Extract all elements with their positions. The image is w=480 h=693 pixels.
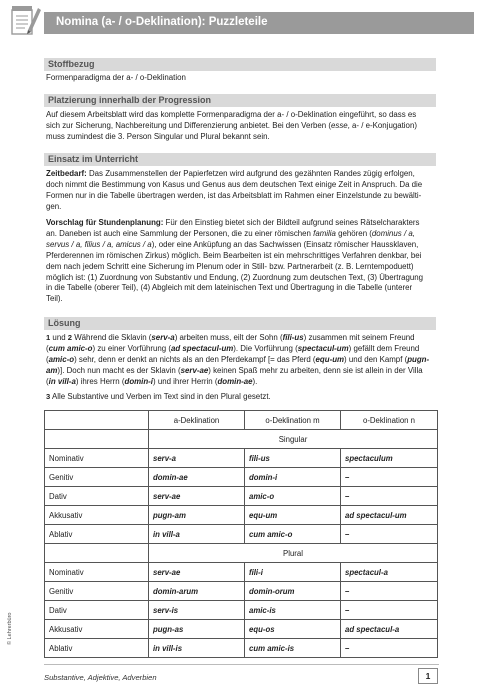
text-line: gen. (46, 201, 62, 211)
section-stoffbezug-heading (44, 58, 436, 71)
table-header-row (45, 411, 438, 430)
table-cell: serv-ae (149, 487, 245, 506)
section-heading-label: Einsatz im Unterricht (48, 154, 139, 164)
task-number: 1 (46, 333, 51, 342)
task-number: 3 (46, 391, 51, 401)
table-row (45, 468, 438, 487)
text-line: Pferderennen im römischen Zirkus) möglich. Beim Bearbeiten ist ein mehrschrittiges Verfahren denkbar, bei (46, 250, 422, 260)
section-einsatz-heading (44, 153, 436, 166)
table-cell: amic-o (245, 487, 341, 506)
table-cell: amic-is (245, 601, 341, 620)
text-line: Teil). (46, 294, 63, 304)
stoffbezug-text: Formenparadigma der a- / o-Deklination (46, 73, 186, 82)
text-line: (cum amic-o) zu einer Vorführung (ad spectacul-um). Die Vorführung (spectacul-um) gefällt dem Freund (46, 343, 420, 353)
case-label: Akkusativ (45, 620, 149, 639)
table-cell: cum amic-o (245, 525, 341, 544)
table-cell: equ-um (245, 506, 341, 525)
table-cell: serv-ae (149, 563, 245, 582)
table-group-row (45, 544, 438, 563)
section-platzierung-heading (44, 94, 436, 107)
table-cell: domin-orum (245, 582, 341, 601)
table-cell: cum amic-is (245, 639, 341, 658)
zeitbedarf-text (46, 169, 438, 213)
text-line: Vorschlag für Stundenplanung: Für den Einstieg bietet sich der Bildteil aufgrund seines Rätselcharakters (46, 218, 420, 227)
table-row (45, 601, 438, 620)
text-line: Auf diesem Arbeitsblatt wird das komplette Formenparadigma der a- / o-Deklination eingeführt, so dass es (46, 110, 417, 119)
table-cell: ad spectacul-a (341, 620, 438, 639)
table-cell: serv-a (149, 449, 245, 468)
table-row (45, 525, 438, 544)
table-cell: pugn-as (149, 620, 245, 639)
table-cell: – (341, 468, 438, 487)
group-label-plural: Plural (149, 544, 438, 563)
header (0, 0, 480, 40)
table-row (45, 506, 438, 525)
task-number: 2 (67, 333, 73, 342)
table-cell (45, 430, 149, 449)
case-label: Nominativ (45, 449, 149, 468)
table-cell: fili-i (245, 563, 341, 582)
table-cell: in vill-a (149, 525, 245, 544)
table-cell (45, 544, 149, 563)
table-cell: domin-arum (149, 582, 245, 601)
case-label: Ablativ (45, 639, 149, 658)
text-line: sich zur Sicherung, Nachbereitung und Differenzierung anbietet. Bei den Verben (esse, a- / e-Konjugation) (46, 120, 417, 130)
table-row (45, 639, 438, 658)
platzierung-text (46, 110, 438, 143)
text-line: Formen nur in die Tabelle übertragen werden, ist das Arbeitsblatt im Rahmen einer Einzelstunde zu bewälti- (46, 190, 422, 200)
table-cell: in vill-is (149, 639, 245, 658)
text-line: am)]. Doch nun macht es der Sklavin (serv-ae) keinen Spaß mehr zu arbeiten, denn sie ist allein in der Villa (46, 365, 423, 375)
page-title: Nomina (a- / o-Deklination): Puzzleteile (56, 16, 268, 28)
table-cell: ad spectacul-um (341, 506, 438, 525)
text-line: in die Tabelle (oberer Teil), (4) Abgleich mit dem lateinischen Text und Übertragung in die Tabelle (unterer (46, 283, 413, 293)
text-line: 3 Alle Substantive und Verben im Text sind in den Plural gesetzt. (46, 391, 271, 401)
table-row (45, 563, 438, 582)
case-label: Ablativ (45, 525, 149, 544)
table-group-row (45, 430, 438, 449)
footer-text: Substantive, Adjektive, Adverbien (44, 673, 157, 682)
footer-divider (44, 664, 439, 665)
text-line: (in vill-a) ihres Herrn (domin-i) und ihrer Herrin (domin-ae). (46, 376, 258, 386)
table-cell: domin-i (245, 468, 341, 487)
notepad-pencil-icon (8, 4, 42, 36)
table-cell: – (341, 601, 438, 620)
table-cell: domin-ae (149, 468, 245, 487)
text-line: 1 und 2 Während die Sklavin (serv-a) arbeiten muss, eilt der Sohn (fili-us) zusammen mit seinem Freund (46, 333, 415, 342)
table-row (45, 487, 438, 506)
text-line: Zeitbedarf: Das Zusammenstellen der Papierfetzen wird aufgrund des gezähnten Randes zügig erfolgen, (46, 169, 415, 178)
section-heading-label: Stoffbezug (48, 59, 95, 69)
page-number: 1 (425, 671, 431, 681)
text-line: muss zumindest die 3. Person Singular und Plural bekannt sein. (46, 131, 270, 141)
table-header-cell: a-Deklination (149, 411, 245, 430)
table-cell: – (341, 639, 438, 658)
table-row (45, 620, 438, 639)
vorschlag-text (46, 218, 438, 305)
section-heading-label: Platzierung innerhalb der Progression (48, 95, 212, 105)
table-cell: spectacul-a (341, 563, 438, 582)
text-line: doch nimmt die Bestimmung von Kasus und Genus aus dem deutschen Text einige Zeit in Anspruch. Da die (46, 179, 423, 189)
table-header-cell: o-Deklination m (245, 411, 341, 430)
page-number-box (418, 668, 438, 684)
text-line: möglich ist: (1) Zuordnung von Substantiv und Endung, (2) Zuordnung zum deutschen Text, (3) Übertragung (46, 272, 424, 282)
text-line: dem nach jedem Schritt eine Sicherung im Plenum oder in Still- bzw. Partnerarbeit (z. B. Lerntempoduett) (46, 261, 414, 271)
table-cell: fili-us (245, 449, 341, 468)
case-label: Dativ (45, 487, 149, 506)
case-label: Nominativ (45, 563, 149, 582)
group-label-singular: Singular (149, 430, 438, 449)
case-label: Genitiv (45, 582, 149, 601)
title-bar (44, 12, 474, 34)
table-header-cell: o-Deklination n (341, 411, 438, 430)
case-label: Dativ (45, 601, 149, 620)
table-cell: – (341, 525, 438, 544)
case-label: Genitiv (45, 468, 149, 487)
table-cell: pugn-am (149, 506, 245, 525)
loesung-text (46, 333, 438, 402)
table-cell: spectaculum (341, 449, 438, 468)
table-cell: – (341, 582, 438, 601)
table-cell: – (341, 487, 438, 506)
table-row (45, 449, 438, 468)
table-header-cell (45, 411, 149, 430)
section-heading-label: Lösung (48, 318, 81, 328)
table-cell: serv-is (149, 601, 245, 620)
copyright-note: © Lehrerbüro (7, 612, 13, 645)
text-line: an. Daneben ist auch eine Sammlung der Personen, die zu einer römischen familia gehören (dominus / a, (46, 228, 415, 238)
text-line: servus / a, filius / a, amicus / a), oder eine Anküpfung an das Sachwissen (Einsatz römischer Haussklaven, (46, 239, 419, 249)
section-loesung-heading (44, 317, 436, 330)
text-line: (amic-o) sehr, denn er denkt an nichts als an den Pferdekampf [= das Pferd (equ-um) und den Kampf (pugn- (46, 354, 430, 364)
table-cell: equ-os (245, 620, 341, 639)
declension-table (44, 410, 438, 658)
table-row (45, 582, 438, 601)
case-label: Akkusativ (45, 506, 149, 525)
